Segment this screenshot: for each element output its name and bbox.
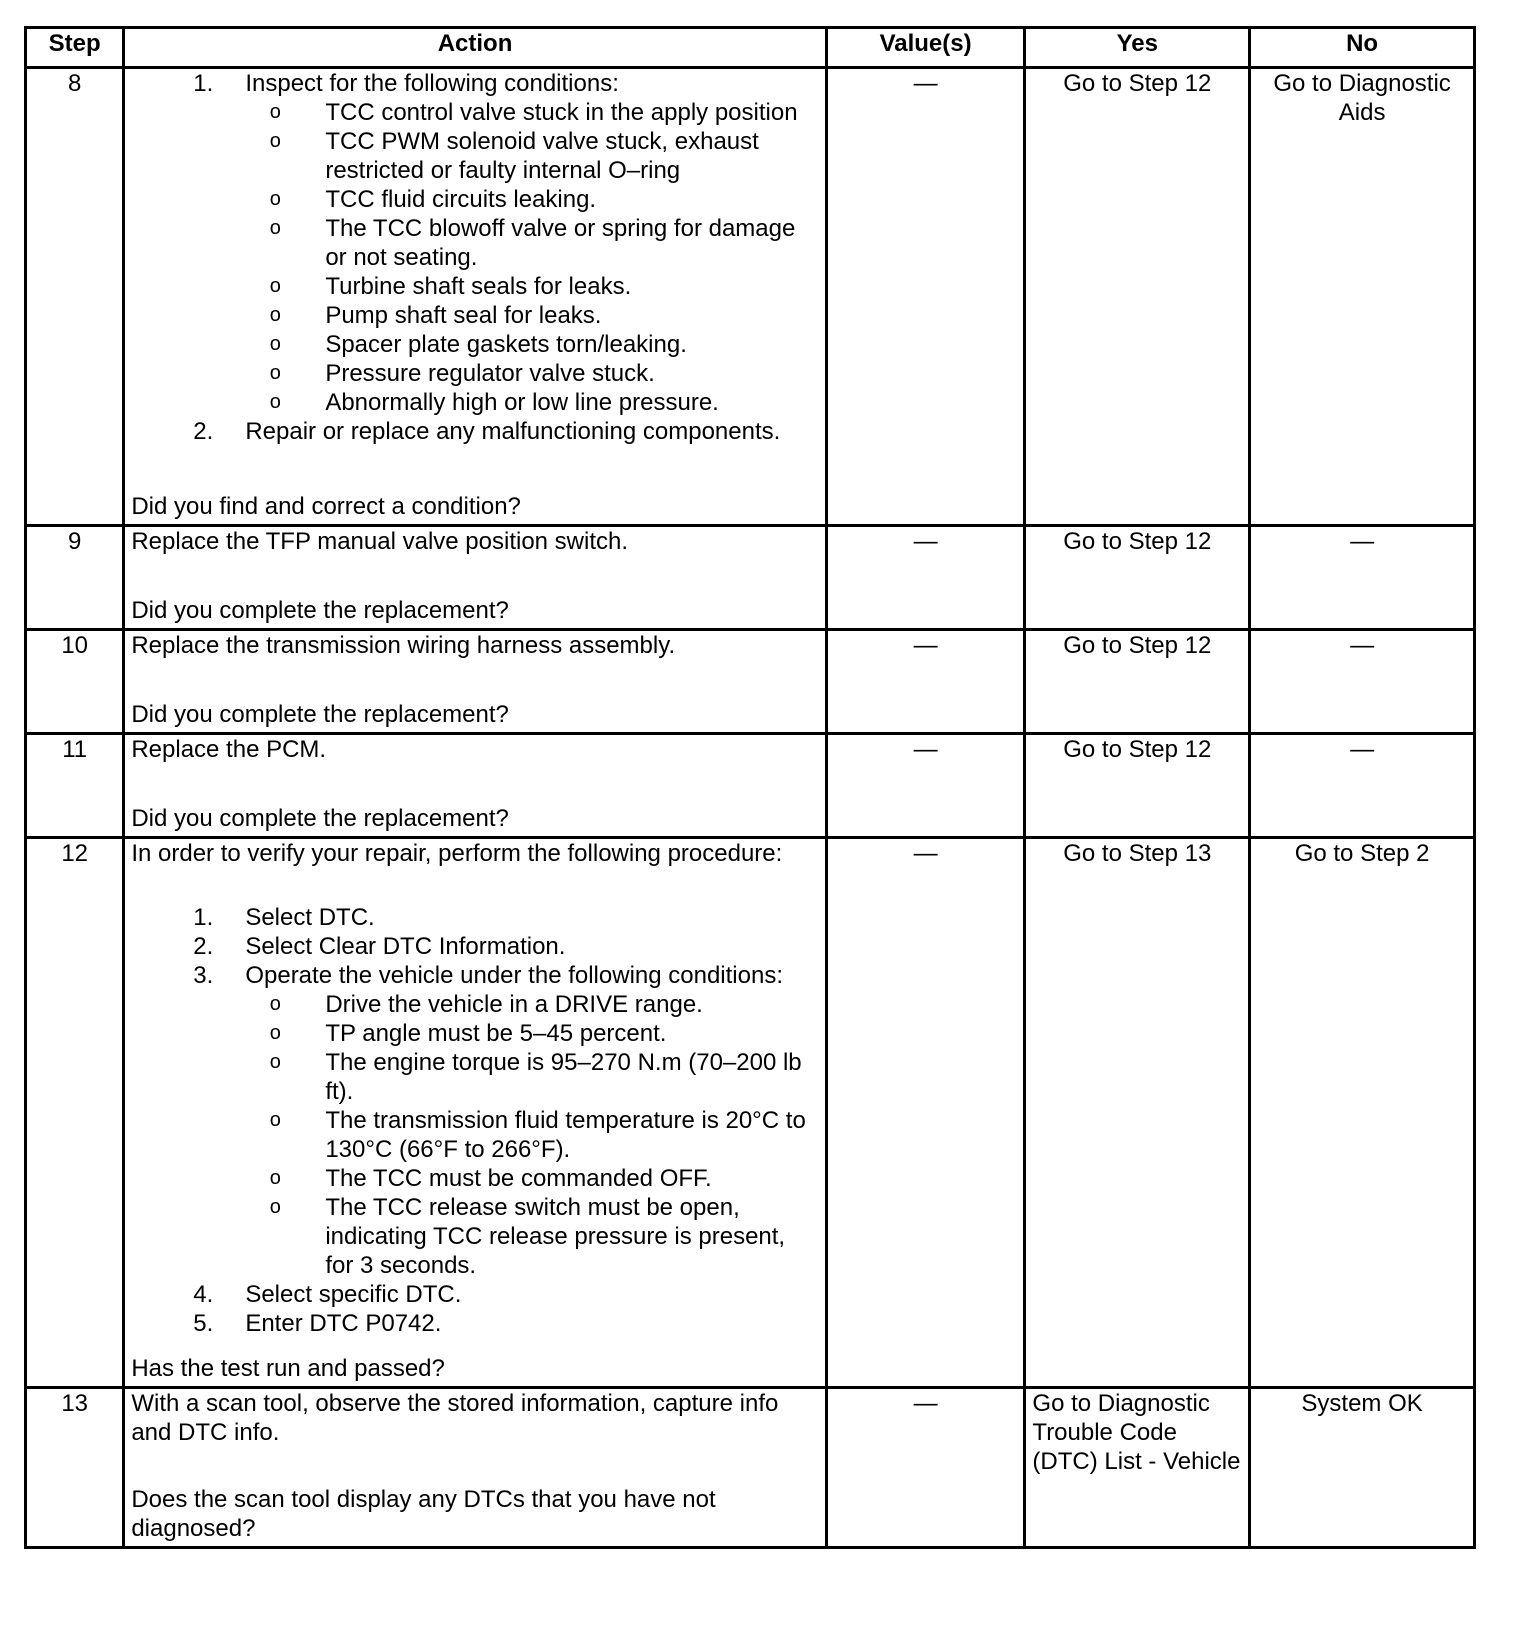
condition-item (245, 990, 818, 1019)
header-action: Action (124, 28, 826, 68)
value-cell: — (826, 630, 1025, 734)
step-text: Operate the vehicle under the following conditions: (245, 962, 783, 989)
step-text: Select DTC. (245, 904, 375, 931)
header-yes: Yes (1025, 28, 1250, 68)
value-cell: — (826, 734, 1025, 838)
action-cell (124, 526, 826, 630)
condition-text: The TCC release switch must be open, indicating TCC release pressure is present, for 3 seconds. (325, 1194, 786, 1279)
step-index: 4 . (131, 1280, 225, 1309)
step-number: 12 (26, 838, 124, 1388)
condition-item (245, 1164, 818, 1193)
bullet-icon: o (269, 304, 281, 326)
yes-cell: Go to Step 12 (1025, 630, 1250, 734)
condition-text: Pump shaft seal for leaks. (325, 302, 602, 329)
action-cell (124, 838, 826, 1388)
condition-item (245, 301, 818, 330)
step-text: Enter DTC P0742. (245, 1310, 442, 1337)
action-cell (124, 68, 826, 526)
yes-cell: Go to Step 12 (1025, 526, 1250, 630)
header-values: Value(s) (826, 28, 1025, 68)
procedure-step (131, 961, 818, 1280)
action-text: Replace the PCM. (131, 736, 327, 763)
step-number: 13 (26, 1388, 124, 1548)
action-cell (124, 734, 826, 838)
bullet-icon: o (269, 101, 281, 123)
table-row (26, 1388, 1475, 1548)
action-text: Replace the TFP manual valve position switch. (131, 528, 629, 555)
bullet-icon: o (269, 217, 281, 239)
step-text: Select specific DTC. (245, 1281, 462, 1308)
condition-list (245, 990, 818, 1280)
condition-text: Spacer plate gaskets torn/leaking. (325, 331, 687, 358)
yes-cell: Go to Step 13 (1025, 838, 1250, 1388)
table-row (26, 838, 1475, 1388)
condition-item (245, 272, 818, 301)
condition-item (245, 1193, 818, 1280)
bullet-icon: o (269, 362, 281, 384)
bullet-icon: o (269, 188, 281, 210)
bullet-icon: o (269, 1051, 281, 1073)
no-cell: Go to Diagnostic Aids (1250, 68, 1475, 526)
condition-item (245, 359, 818, 388)
yes-cell: Go to Step 12 (1025, 734, 1250, 838)
condition-item (245, 1048, 818, 1106)
step-index: 3 . (131, 961, 225, 1280)
no-cell: — (1250, 630, 1475, 734)
procedure-step (131, 932, 818, 961)
question-text: Did you complete the replacement? (131, 805, 509, 832)
action-cell (124, 630, 826, 734)
procedure-step (131, 417, 818, 446)
table-row (26, 68, 1475, 526)
condition-text: The transmission fluid temperature is 20°C to 130°C (66°F to 266°F). (325, 1107, 806, 1163)
no-cell: System OK (1250, 1388, 1475, 1548)
condition-text: The TCC blowoff valve or spring for damage or not seating. (325, 215, 796, 271)
step-number: 10 (26, 630, 124, 734)
condition-item (245, 185, 818, 214)
condition-text: Abnormally high or low line pressure. (325, 389, 719, 416)
condition-item (245, 214, 818, 272)
question-text: Did you complete the replacement? (131, 597, 509, 624)
step-index: 1 . (131, 69, 225, 417)
step-text: Inspect for the following conditions: (245, 70, 619, 97)
step-number: 9 (26, 526, 124, 630)
diagnostic-table (24, 26, 1476, 1549)
header-step: Step (26, 28, 124, 68)
table-row (26, 630, 1475, 734)
step-number: 11 (26, 734, 124, 838)
action-text: Replace the transmission wiring harness assembly. (131, 632, 676, 659)
yes-cell: Go to Step 12 (1025, 68, 1250, 526)
condition-list (245, 98, 818, 417)
condition-item (245, 388, 818, 417)
bullet-icon: o (269, 1196, 281, 1218)
action-cell (124, 1388, 826, 1548)
bullet-icon: o (269, 993, 281, 1015)
condition-text: TCC control valve stuck in the apply position (325, 99, 798, 126)
condition-text: Drive the vehicle in a DRIVE range. (325, 991, 703, 1018)
bullet-icon: o (269, 391, 281, 413)
bullet-icon: o (269, 1109, 281, 1131)
step-index: 2 . (131, 932, 225, 961)
action-text: In order to verify your repair, perform the following procedure: (131, 840, 783, 867)
question-text: Does the scan tool display any DTCs that you have not diagnosed? (131, 1486, 716, 1542)
condition-item (245, 330, 818, 359)
procedure-list (131, 69, 818, 446)
step-number: 8 (26, 68, 124, 526)
header-row (26, 28, 1475, 68)
step-index: 5 . (131, 1309, 225, 1338)
value-cell: — (826, 526, 1025, 630)
condition-item (245, 98, 818, 127)
table-row (26, 734, 1475, 838)
action-text: With a scan tool, observe the stored information, capture info and DTC info. (131, 1390, 779, 1446)
bullet-icon: o (269, 1022, 281, 1044)
step-index: 2 . (131, 417, 225, 446)
question-text: Has the test run and passed? (131, 1355, 445, 1382)
condition-text: Pressure regulator valve stuck. (325, 360, 655, 387)
no-cell: — (1250, 734, 1475, 838)
bullet-icon: o (269, 333, 281, 355)
step-text: Select Clear DTC Information. (245, 933, 566, 960)
condition-text: TP angle must be 5–45 percent. (325, 1020, 667, 1047)
question-text: Did you complete the replacement? (131, 701, 509, 728)
yes-cell: Go to Diagnostic Trouble Code (DTC) List - Vehicle (1025, 1388, 1250, 1548)
bullet-icon: o (269, 275, 281, 297)
condition-text: TCC PWM solenoid valve stuck, exhaust restricted or faulty internal O–ring (325, 128, 759, 184)
step-text: Repair or replace any malfunctioning components. (245, 418, 781, 445)
condition-text: TCC fluid circuits leaking. (325, 186, 597, 213)
condition-text: The TCC must be commanded OFF. (325, 1165, 712, 1192)
step-index: 1 . (131, 903, 225, 932)
value-cell: — (826, 838, 1025, 1388)
condition-item (245, 1019, 818, 1048)
value-cell: — (826, 1388, 1025, 1548)
question-text: Did you find and correct a condition? (131, 493, 521, 520)
condition-text: Turbine shaft seals for leaks. (325, 273, 632, 300)
bullet-icon: o (269, 1167, 281, 1189)
header-no: No (1250, 28, 1475, 68)
value-cell: — (826, 68, 1025, 526)
no-cell: Go to Step 2 (1250, 838, 1475, 1388)
bullet-icon: o (269, 130, 281, 152)
no-cell: — (1250, 526, 1475, 630)
table-row (26, 526, 1475, 630)
procedure-step (131, 1280, 818, 1309)
procedure-list (131, 903, 818, 1338)
condition-item (245, 1106, 818, 1164)
condition-item (245, 127, 818, 185)
procedure-step (131, 903, 818, 932)
procedure-step (131, 1309, 818, 1338)
condition-text: The engine torque is 95–270 N.m (70–200 lb ft). (325, 1049, 802, 1105)
procedure-step (131, 69, 818, 417)
